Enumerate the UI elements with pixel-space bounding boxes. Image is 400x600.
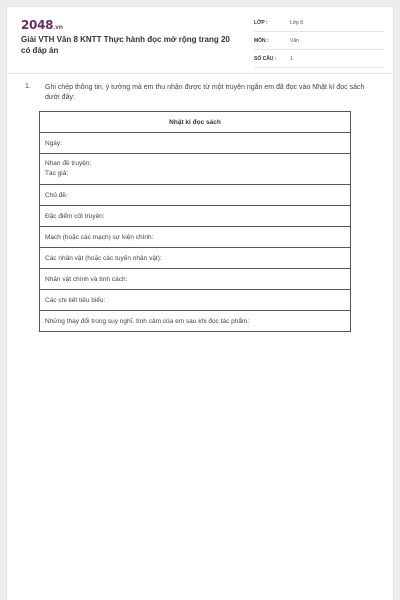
table-cell-title-author: [40, 154, 351, 185]
table-cell-details: Các chi tiết tiêu biểu:: [40, 290, 351, 311]
table-row: [40, 227, 351, 248]
meta-value-question-count: 1: [290, 56, 293, 62]
question-number: 1.: [25, 83, 31, 90]
row-label-author: Tác giả:: [45, 170, 69, 177]
site-logo[interactable]: [21, 18, 63, 32]
logo-suffix-text: .vn: [53, 24, 63, 31]
meta-row-subject: [254, 35, 384, 50]
table-cell-events: Mạch (hoặc các mạch) sự kiện chính:: [40, 227, 351, 248]
logo-main-text: 2048: [21, 18, 54, 32]
table-cell-date: Ngày:: [40, 133, 351, 154]
meta-value-subject: Văn: [290, 38, 299, 44]
meta-label-subject: MÔN :: [254, 38, 269, 44]
meta-value-class: Lớp 8: [290, 20, 304, 26]
table-row: [40, 185, 351, 206]
table-row: [40, 133, 351, 154]
table-cell-theme: Chủ đề:: [40, 185, 351, 206]
table-row: [40, 311, 351, 332]
header-divider: [7, 73, 393, 74]
meta-label-class: LỚP :: [254, 20, 268, 26]
question-text: Ghi chép thông tin, ý tưởng mà em thu nhận được từ một truyện ngắn em đã đọc vào Nhật kí đọc sách dưới đây:: [45, 84, 365, 101]
reading-diary-table: [39, 111, 351, 332]
table-cell-main-character: Nhân vật chính và tính cách:: [40, 269, 351, 290]
meta-info: [254, 17, 384, 71]
table-row: [40, 248, 351, 269]
meta-label-question-count: SỐ CÂU :: [254, 56, 277, 62]
table-header-cell: Nhật kí đọc sách: [40, 112, 351, 133]
document-title: Giải VTH Văn 8 KNTT Thực hành đọc mở rộng trang 20 có đáp án: [21, 35, 230, 55]
table-row: [40, 290, 351, 311]
row-label-title: Nhan đề truyện:: [45, 160, 92, 167]
meta-row-class: [254, 17, 384, 32]
table-header-row: [40, 112, 351, 133]
table-row: [40, 206, 351, 227]
table-cell-plot: Đặc điểm cốt truyện:: [40, 206, 351, 227]
table-row: [40, 154, 351, 185]
table-cell-reflection: Những thay đổi trong suy nghĩ, tình cảm của em sau khi đọc tác phẩm:: [40, 311, 351, 332]
document-sheet: [6, 6, 394, 600]
document-header: [7, 7, 393, 67]
table-cell-characters: Các nhân vật (hoặc các tuyến nhân vật):: [40, 248, 351, 269]
meta-row-question-count: [254, 53, 384, 68]
table-row: [40, 269, 351, 290]
